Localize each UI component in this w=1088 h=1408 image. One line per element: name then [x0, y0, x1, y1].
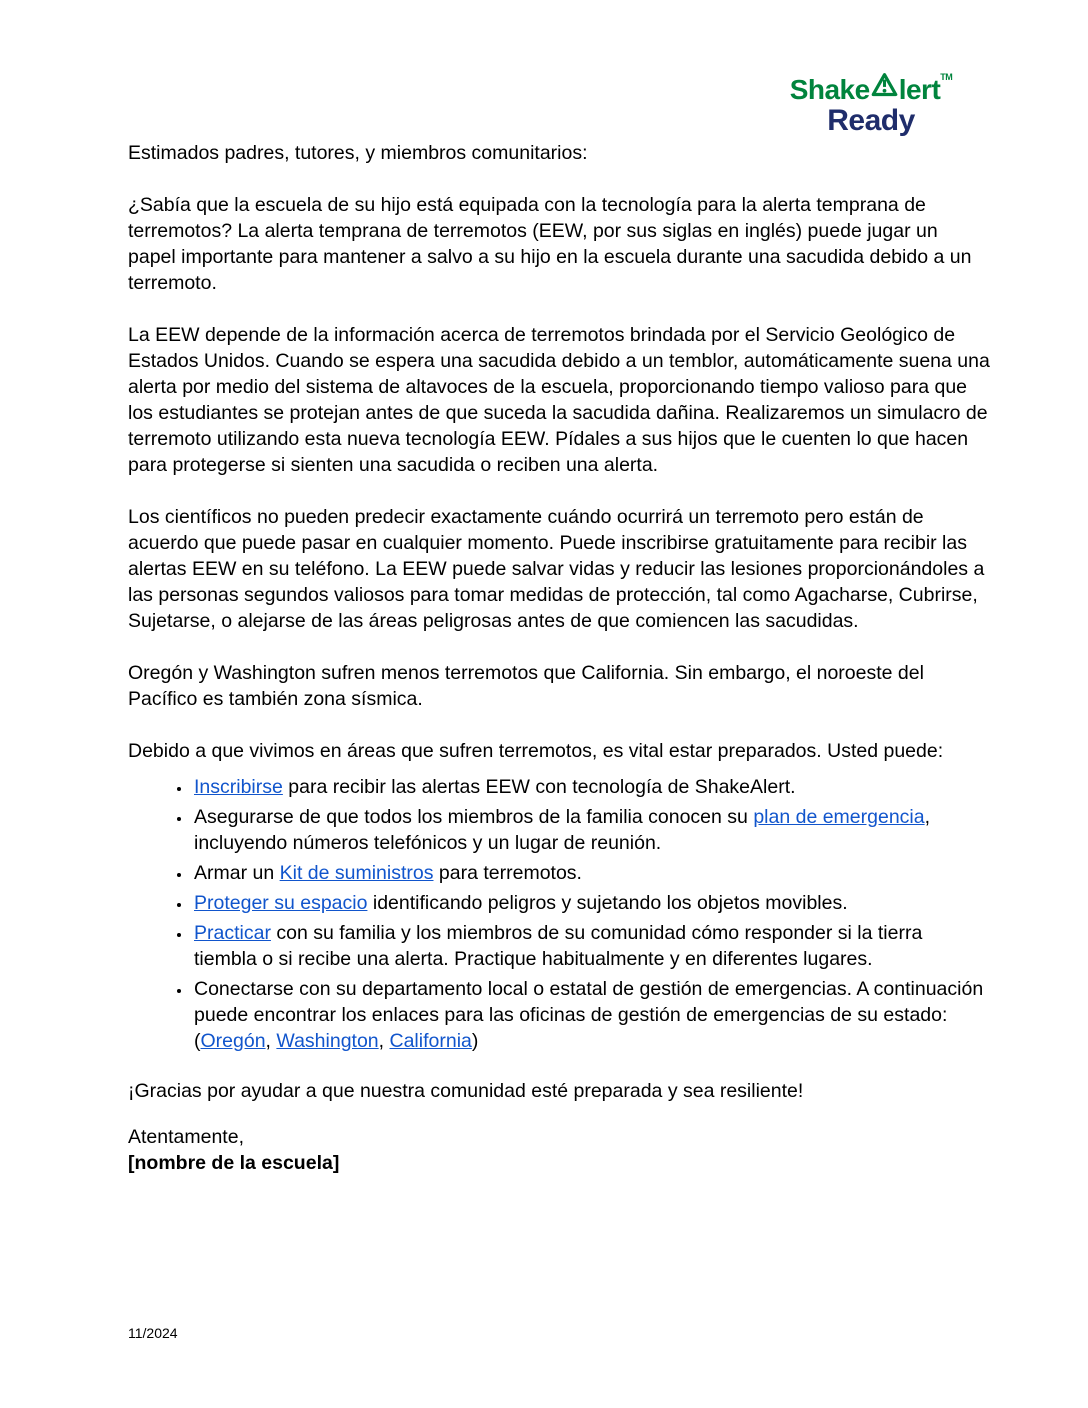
body-paragraph-3: Los científicos no pueden predecir exactamente cuándo ocurrirá un terremoto pero están de acuerdo que puede pasar en cualquier momento. Puede inscribirse gratuitamente para recibir las alertas EEW en su teléfono. La EEW puede salvar vidas y reducir las lesiones proporcionándoles a las personas segundos valiosos para tomar medidas de protección, tal como Agacharse, Cubrirse, Sujetarse, o alejarse de las áreas peligrosas antes de que comiencen las sacudidas.: [128, 506, 985, 632]
greeting-line: Estimados padres, tutores, y miembros comunitarios:: [128, 142, 588, 164]
logo-lert-text: lert: [898, 74, 941, 105]
list-item-plan-emergencia: [192, 804, 990, 856]
logo-shake-text: Shake: [789, 74, 870, 105]
california-link[interactable]: California: [389, 1030, 472, 1052]
list-item-proteger-espacio: [192, 890, 990, 916]
washington-link[interactable]: Washington: [276, 1030, 379, 1052]
body-paragraph-5: Debido a que vivimos en áreas que sufren terremotos, es vital estar preparados. Usted puede:: [128, 740, 944, 762]
body-paragraph-1: ¿Sabía que la escuela de su hijo está equipada con la tecnología para la alerta temprana de terremotos? La alerta temprana de terremotos (EEW, por sus siglas en inglés) puede jugar un papel importante para mantener a salvo a su hijo en la escuela durante una sacudida debido a un terremoto.: [128, 194, 972, 294]
kit-de-suministros-link[interactable]: Kit de suministros: [279, 862, 434, 884]
list-item-text: Conectarse con su departamento local o estatal de gestión de emergencias. A continuación puede encontrar los enlaces para las oficinas de gestión de emergencias de su estado: (: [194, 978, 984, 1052]
preparedness-bullet-list: [128, 774, 990, 1054]
warning-triangle-icon: [871, 72, 898, 103]
inscribirse-link[interactable]: Inscribirse: [194, 776, 283, 798]
list-item-text: Asegurarse de que todos los miembros de la familia conocen su: [194, 806, 754, 828]
list-item-text: Armar un: [194, 862, 280, 884]
list-item-text: para terremotos.: [433, 862, 582, 884]
list-item-text: identificando peligros y sujetando los objetos movibles.: [367, 892, 848, 914]
letter-body: [128, 140, 990, 1176]
list-item-text: para recibir las alertas EEW con tecnología de ShakeAlert.: [282, 776, 796, 798]
thanks-line: ¡Gracias por ayudar a que nuestra comunidad esté preparada y sea resiliente!: [128, 1080, 804, 1102]
logo-line-shakealert: [786, 72, 956, 105]
list-item-conectarse: [192, 976, 990, 1054]
shakealert-ready-logo: [786, 72, 956, 137]
list-item-practicar: [192, 920, 990, 972]
body-paragraph-4: Oregón y Washington sufren menos terremotos que California. Sin embargo, el noroeste del Pacífico es también zona sísmica.: [128, 662, 924, 710]
list-item-text: ): [471, 1030, 479, 1052]
proteger-su-espacio-link[interactable]: Proteger su espacio: [194, 892, 368, 914]
plan-de-emergencia-link[interactable]: plan de emergencia: [753, 806, 925, 828]
body-paragraph-2: La EEW depende de la información acerca de terremotos brindada por el Servicio Geológico de Estados Unidos. Cuando se espera una sacudida debido a un temblor, automáticamente suena una alerta por medio del sistema de altavoces de la escuela, proporcionando tiempo valioso para que los estudiantes se protejan antes de que suceda la sacudida dañina. Realizaremos un simulacro de terremoto utilizando esta nueva tecnología EEW. Pídales a sus hijos que le cuenten lo que hacen para protegerse si sienten una sacudida o reciben una alerta.: [128, 324, 990, 476]
signoff-line: Atentamente,: [128, 1126, 244, 1148]
list-item-text: , incluyendo números telefónicos y un lugar de reunión.: [194, 806, 931, 854]
list-item-text: ,: [265, 1030, 277, 1052]
list-item-kit-suministros: [192, 860, 990, 886]
school-name-placeholder: [nombre de la escuela]: [128, 1152, 340, 1174]
list-item-text: con su familia y los miembros de su comunidad cómo responder si la tierra tiembla o si recibe una alerta. Practique habitualmente y en diferentes lugares.: [194, 922, 923, 970]
oregon-link[interactable]: Oregón: [200, 1030, 266, 1052]
practicar-link[interactable]: Practicar: [194, 922, 271, 944]
list-item-inscribirse: [192, 774, 990, 800]
trademark-symbol: TM: [940, 72, 953, 82]
logo-ready-text: Ready: [827, 104, 915, 137]
footer-date: 11/2024: [128, 1325, 178, 1341]
list-item-text: ,: [378, 1030, 390, 1052]
